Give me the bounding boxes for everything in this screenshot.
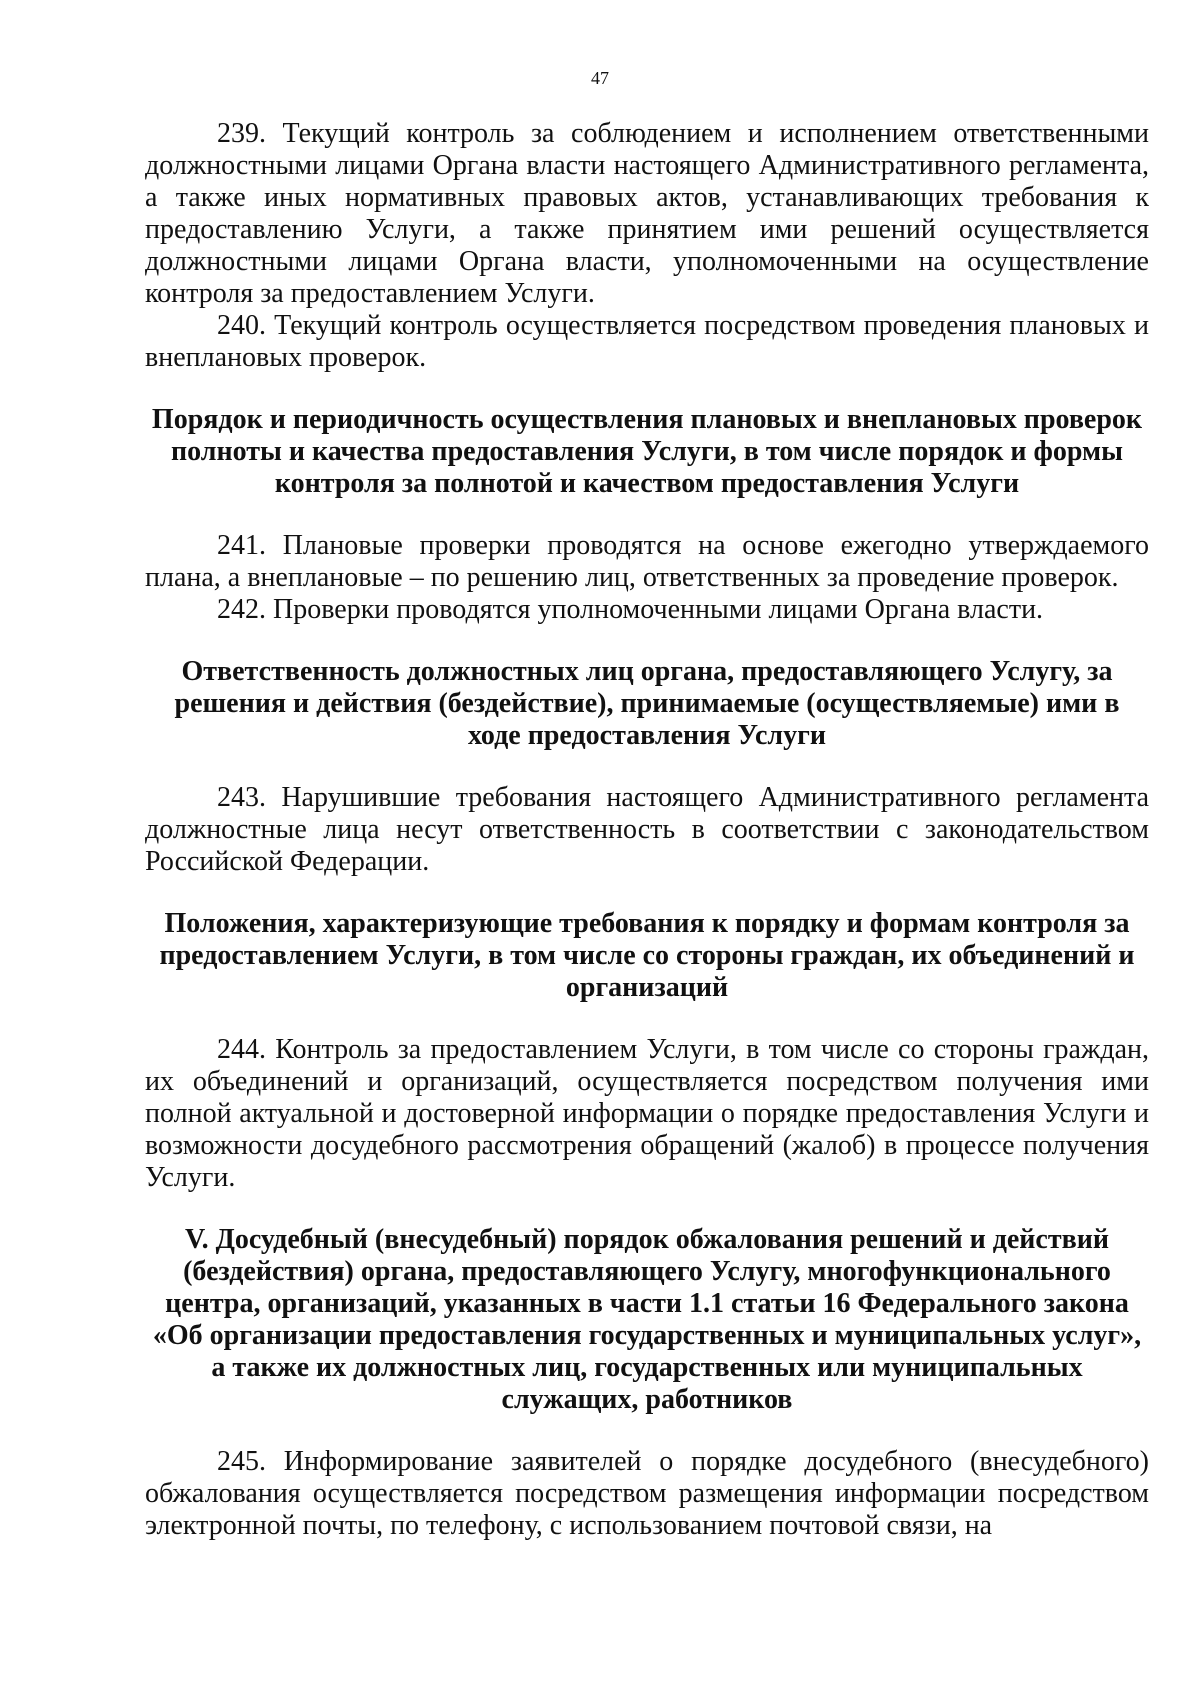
document-body (145, 118, 1149, 1542)
paragraph-245: 245. Информирование заявителей о порядке досудебного (внесудебного) обжалования осуществляется посредством размещения информации посредством электронной почты, по телефону, с использованием почтовой связи, на (145, 1446, 1149, 1541)
paragraph-243: 243. Нарушившие требования настоящего Административного регламента должностные лица несут ответственность в соответствии с законодательством Российской Федерации. (145, 782, 1149, 877)
paragraph-241: 241. Плановые проверки проводятся на основе ежегодно утверждаемого плана, а внеплановые – по решению лиц, ответственных за проведение проверок. (145, 530, 1149, 593)
section-heading-appeal-procedure: V. Досудебный (внесудебный) порядок обжалования решений и действий (бездействия) органа, предоставляющего Услугу, многофункционального центра, организаций, указанных в части 1.1 статьи 16 Федерального закона «Об организации предоставления государственных и муниципальных услуг», а также их должностных лиц, государственных или муниципальных служащих, работников (152, 1224, 1142, 1415)
paragraph-239: 239. Текущий контроль за соблюдением и исполнением ответственными должностными лицами Органа власти настоящего Административного регламента, а также иных нормативных правовых актов, устанавливающих требования к предоставлению Услуги, а также принятием ими решений осуществляется должностными лицами Органа власти, уполномоченными на осуществление контроля за предоставлением Услуги. (145, 118, 1149, 309)
paragraph-244: 244. Контроль за предоставлением Услуги, в том числе со стороны граждан, их объединений и организаций, осуществляется посредством получения ими полной актуальной и достоверной информации о порядке предоставления Услуги и возможности досудебного рассмотрения обращений (жалоб) в процессе получения Услуги. (145, 1034, 1149, 1193)
section-heading-inspections: Порядок и периодичность осуществления плановых и внеплановых проверок полноты и качества предоставления Услуги, в том числе порядок и формы контроля за полнотой и качеством предоставления Услуги (151, 404, 1143, 499)
paragraph-240: 240. Текущий контроль осуществляется посредством проведения плановых и внеплановых проверок. (145, 310, 1149, 373)
section-heading-responsibility: Ответственность должностных лиц органа, предоставляющего Услугу, за решения и действия (бездействие), принимаемые (осуществляемые) ими в ходе предоставления Услуги (174, 656, 1120, 751)
paragraph-242: 242. Проверки проводятся уполномоченными лицами Органа власти. (217, 594, 1044, 625)
page-number: 47 (591, 68, 609, 88)
section-heading-control-requirements: Положения, характеризующие требования к порядку и формам контроля за предоставлением Услуги, в том числе со стороны граждан, их объединений и организаций (159, 908, 1135, 1003)
